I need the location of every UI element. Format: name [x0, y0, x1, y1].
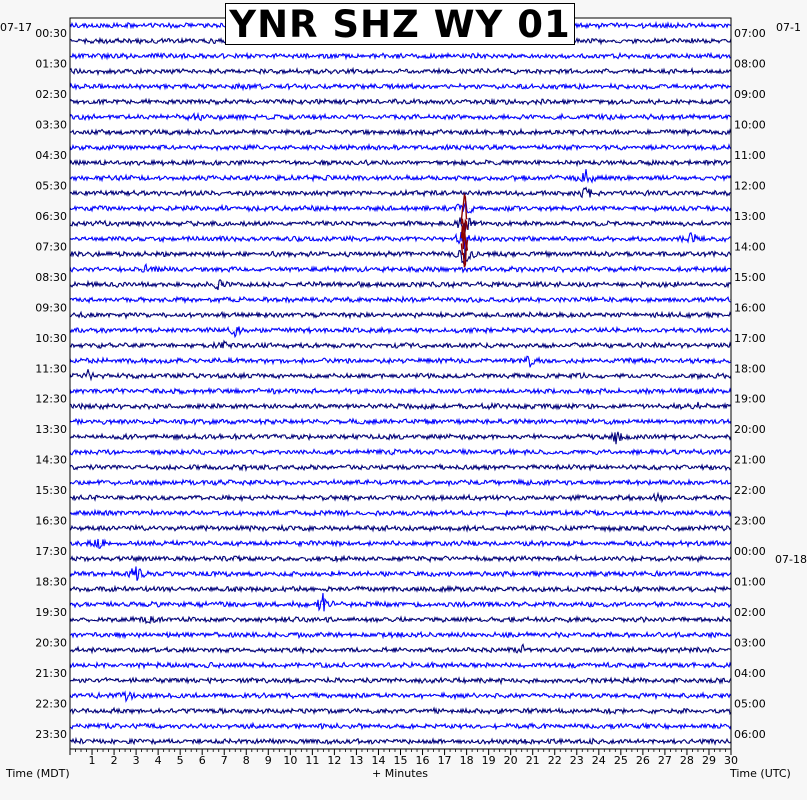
x-tick-label: 8: [242, 754, 250, 767]
right-date-label: 07-1: [776, 21, 801, 34]
x-tick-label: 7: [220, 754, 228, 767]
left-time-label: 09:30: [35, 301, 67, 315]
left-time-label: 18:30: [35, 575, 67, 589]
right-time-label: 08:00: [734, 57, 766, 71]
left-time-label: 07:30: [35, 240, 67, 254]
x-tick-label: 15: [393, 754, 408, 767]
left-time-label: 08:30: [35, 270, 67, 284]
left-time-label: 02:30: [35, 88, 67, 102]
x-tick-label: 3: [132, 754, 140, 767]
x-tick-label: 30: [724, 754, 738, 767]
left-time-label: 12:30: [35, 392, 67, 406]
left-date-label: 07-17: [0, 21, 32, 34]
x-tick-label: 29: [701, 754, 716, 767]
right-axis-label: Time (UTC): [730, 767, 791, 780]
x-tick-label: 17: [437, 754, 452, 767]
right-time-label: 06:00: [734, 727, 766, 741]
right-time-label: 18:00: [734, 362, 766, 376]
x-tick-label: 18: [459, 754, 474, 767]
right-time-label: 07:00: [734, 27, 766, 41]
left-time-label: 16:30: [35, 514, 67, 528]
x-tick-label: 5: [176, 754, 184, 767]
x-tick-label: 21: [525, 754, 540, 767]
x-tick-label: 20: [503, 754, 518, 767]
left-time-label: 14:30: [35, 453, 67, 467]
right-time-label: 16:00: [734, 301, 766, 315]
plot-area: [70, 18, 731, 749]
x-tick-label: 12: [327, 754, 342, 767]
right-time-label: 13:00: [734, 209, 766, 223]
left-time-label: 22:30: [35, 697, 67, 711]
left-time-label: 01:30: [35, 57, 67, 71]
left-time-label: 05:30: [35, 179, 67, 193]
left-time-label: 17:30: [35, 545, 67, 559]
x-tick-label: 6: [198, 754, 206, 767]
right-time-label: 20:00: [734, 423, 766, 437]
x-tick-label: 14: [371, 754, 386, 767]
x-tick-label: 2: [110, 754, 118, 767]
x-tick-label: 23: [569, 754, 584, 767]
right-time-label: 11:00: [734, 149, 766, 163]
right-time-label: 00:00: [734, 545, 766, 559]
right-time-label: 09:00: [734, 88, 766, 102]
left-time-label: 23:30: [35, 727, 67, 741]
left-time-label: 21:30: [35, 666, 67, 680]
right-time-label: 22:00: [734, 484, 766, 498]
left-time-label: 11:30: [35, 362, 67, 376]
left-time-label: 10:30: [35, 331, 67, 345]
x-tick-label: 9: [264, 754, 272, 767]
x-tick-label: 13: [349, 754, 364, 767]
x-tick-label: 1: [88, 754, 96, 767]
left-time-label: 03:30: [35, 118, 67, 132]
x-axis-label: + Minutes: [372, 767, 429, 780]
x-tick-label: 11: [305, 754, 320, 767]
right-time-label: 01:00: [734, 575, 766, 589]
left-axis-label: Time (MDT): [6, 767, 70, 780]
x-tick-label: 16: [415, 754, 430, 767]
title-box: [225, 3, 575, 45]
left-time-label: 13:30: [35, 423, 67, 437]
x-tick-label: 10: [283, 754, 298, 767]
x-tick-label: 19: [481, 754, 496, 767]
right-time-label: 17:00: [734, 331, 766, 345]
right-date-change-label: 07-18: [775, 553, 807, 566]
left-time-label: 19:30: [35, 605, 67, 619]
x-tick-label: 25: [613, 754, 628, 767]
right-time-label: 15:00: [734, 270, 766, 284]
right-time-label: 12:00: [734, 179, 766, 193]
x-tick-label: 26: [635, 754, 650, 767]
left-time-label: 15:30: [35, 484, 67, 498]
x-tick-label: 4: [154, 754, 162, 767]
right-time-label: 05:00: [734, 697, 766, 711]
right-time-label: 03:00: [734, 636, 766, 650]
left-time-label: 20:30: [35, 636, 67, 650]
right-time-label: 14:00: [734, 240, 766, 254]
x-tick-label: 27: [657, 754, 672, 767]
left-time-label: 06:30: [35, 209, 67, 223]
x-tick-label: 22: [547, 754, 562, 767]
chart-title: YNR SHZ WY 01: [229, 2, 571, 46]
right-time-label: 21:00: [734, 453, 766, 467]
right-time-label: 04:00: [734, 666, 766, 680]
x-tick-label: 28: [679, 754, 694, 767]
right-time-label: 10:00: [734, 118, 766, 132]
right-time-label: 19:00: [734, 392, 766, 406]
left-time-label: 00:30: [35, 27, 67, 41]
left-time-label: 04:30: [35, 149, 67, 163]
right-time-label: 02:00: [734, 605, 766, 619]
x-tick-label: 24: [591, 754, 606, 767]
right-time-label: 23:00: [734, 514, 766, 528]
